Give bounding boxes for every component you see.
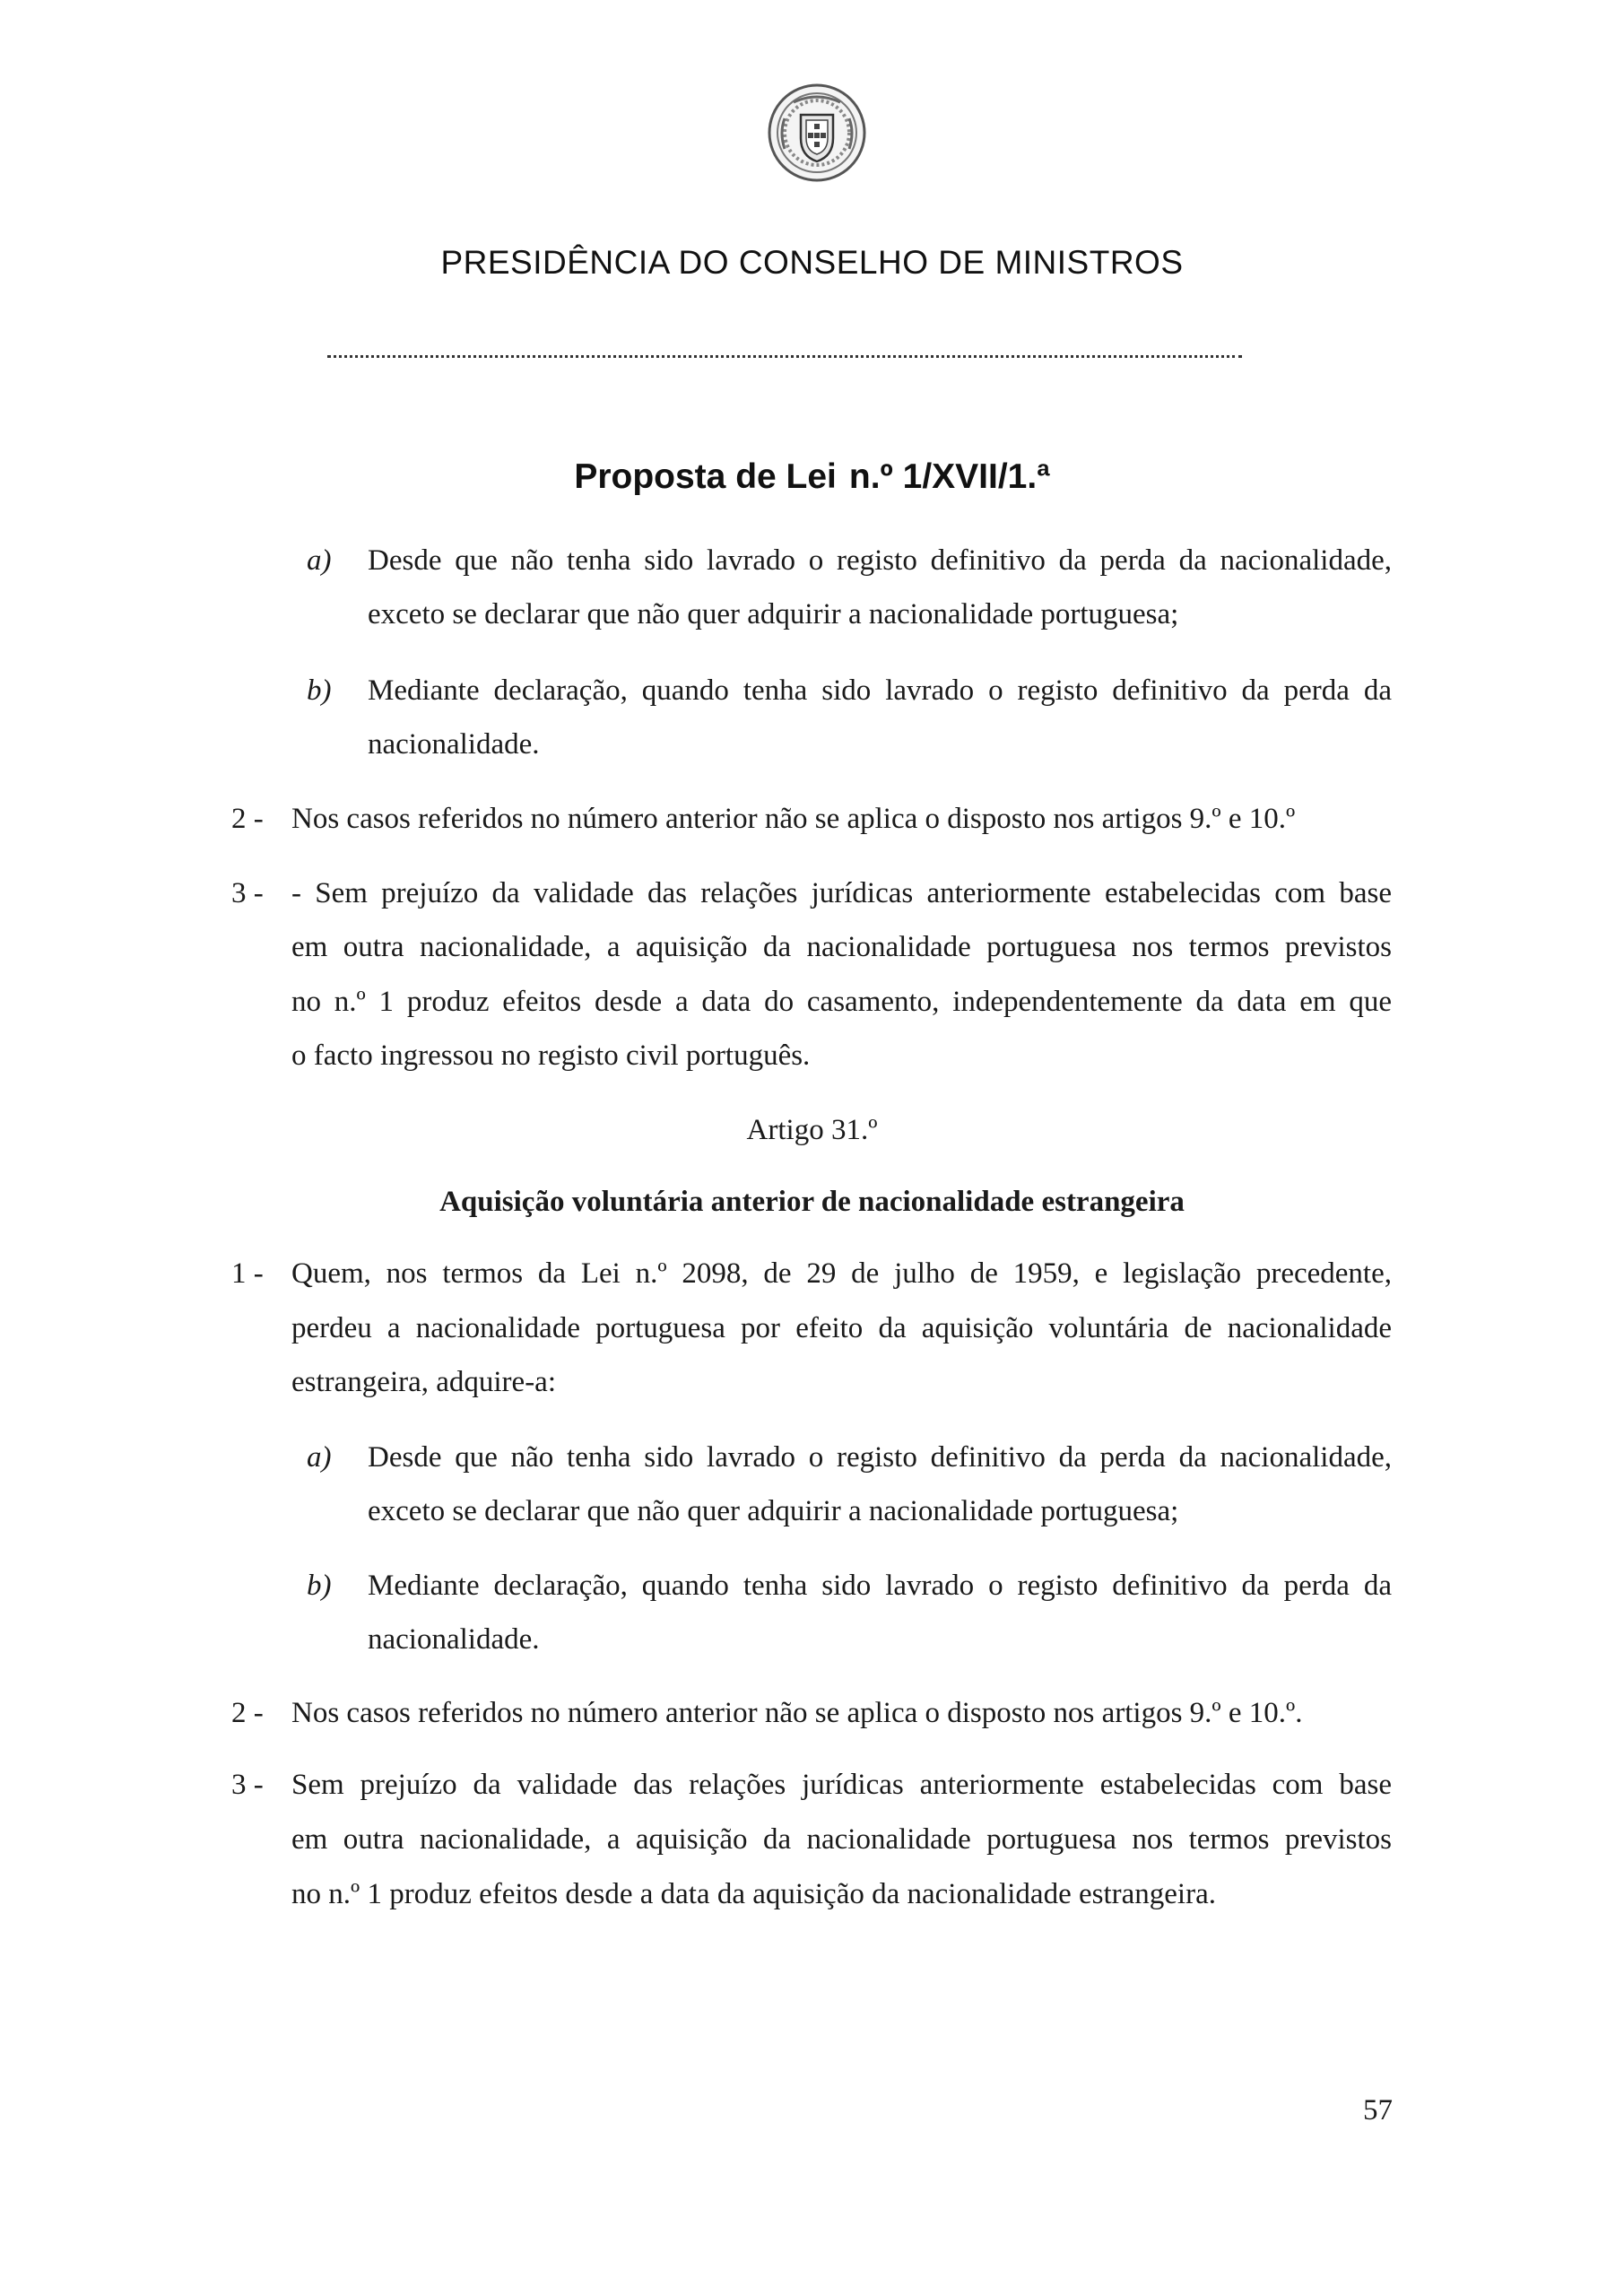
item-b-line-2: nacionalidade. — [368, 728, 540, 761]
paragraph-number-2: 2 - — [231, 803, 264, 835]
page-number: 57 — [1363, 2094, 1393, 2126]
item-a-line-1: Desde que não tenha sido lavrado o registo definitivo da perda da nacionalidade, — [368, 544, 1392, 577]
item-a-line-2: exceto se declarar que não quer adquirir a nacionalidade portuguesa; — [368, 598, 1179, 631]
paragraph-3-line-1: - Sem prejuízo da validade das relações jurídicas anteriormente estabelecidas com base — [291, 877, 1392, 909]
article-item-a-line-1: Desde que não tenha sido lavrado o registo definitivo da perda da nacionalidade, — [368, 1441, 1392, 1474]
article-item-b-line-2: nacionalidade. — [368, 1623, 540, 1656]
article-paragraph-1-line-2: perdeu a nacionalidade portuguesa por efeito da aquisição voluntária de nacionalidade — [291, 1312, 1392, 1344]
proposta-number: n.º 1/XVII/1.ª — [848, 457, 1050, 496]
article-item-b-line-1: Mediante declaração, quando tenha sido lavrado o registo definitivo da perda da — [368, 1570, 1392, 1602]
paragraph-2-line-1: Nos casos referidos no número anterior não se aplica o disposto nos artigos 9.º e 10.º — [291, 803, 1296, 835]
article-paragraph-number-2: 2 - — [231, 1697, 264, 1729]
article-paragraph-2-line-1: Nos casos referidos no número anterior não se aplica o disposto nos artigos 9.º e 10.º. — [291, 1697, 1303, 1729]
article-number: Artigo 31.º — [746, 1114, 878, 1146]
header-divider — [327, 355, 1242, 358]
article-paragraph-number-3: 3 - — [231, 1769, 264, 1801]
proposta-title — [0, 457, 1624, 497]
article-paragraph-1-line-3: estrangeira, adquire-a: — [291, 1366, 557, 1398]
article-item-label-b: b) — [307, 1570, 332, 1602]
ministry-heading: PRESIDÊNCIA DO CONSELHO DE MINISTROS — [440, 244, 1184, 281]
paragraph-3-line-4: o facto ingressou no registo civil português. — [291, 1039, 811, 1072]
article-item-a-line-2: exceto se declarar que não quer adquirir a nacionalidade portuguesa; — [368, 1495, 1179, 1527]
proposta-prefix: Proposta de Lei — [574, 457, 837, 496]
paragraph-3-line-2: em outra nacionalidade, a aquisição da nacionalidade portuguesa nos termos previstos — [291, 931, 1392, 963]
article-paragraph-1-line-1: Quem, nos termos da Lei n.º 2098, de 29 de julho de 1959, e legislação precedente, — [291, 1257, 1392, 1290]
item-label-b: b) — [307, 674, 332, 707]
paragraph-3-line-3: no n.º 1 produz efeitos desde a data do casamento, independentemente da data em que — [291, 986, 1392, 1018]
paragraph-number-3: 3 - — [231, 877, 264, 909]
article-title: Aquisição voluntária anterior de nacionalidade estrangeira — [439, 1186, 1185, 1218]
coat-of-arms-icon — [767, 83, 867, 183]
article-paragraph-3-line-2: em outra nacionalidade, a aquisição da nacionalidade portuguesa nos termos previstos — [291, 1823, 1392, 1856]
item-label-a: a) — [307, 544, 332, 577]
article-item-label-a: a) — [307, 1441, 332, 1474]
article-paragraph-number-1: 1 - — [231, 1257, 264, 1290]
item-b-line-1: Mediante declaração, quando tenha sido lavrado o registo definitivo da perda da — [368, 674, 1392, 707]
article-paragraph-3-line-1: Sem prejuízo da validade das relações jurídicas anteriormente estabelecidas com base — [291, 1769, 1392, 1801]
article-paragraph-3-line-3: no n.º 1 produz efeitos desde a data da aquisição da nacionalidade estrangeira. — [291, 1878, 1216, 1910]
